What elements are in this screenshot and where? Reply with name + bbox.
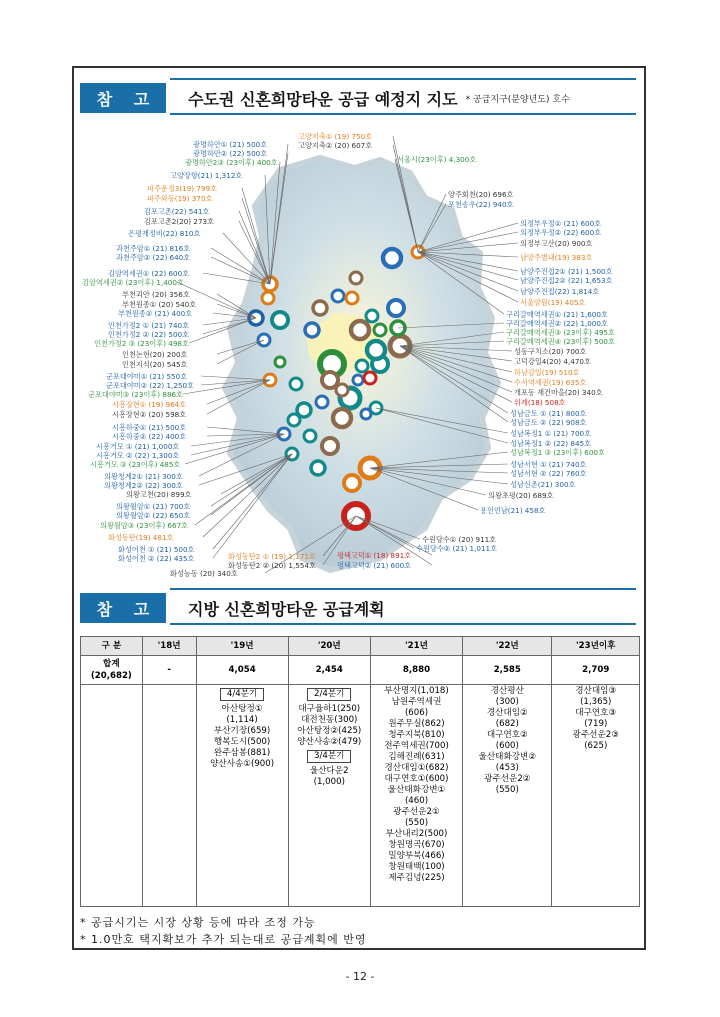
- table-cell-line: 광주선운2②: [484, 774, 531, 784]
- map-label: 과천주암② (22) 640호: [116, 253, 191, 262]
- table-cell-line: 완주삼봉(881): [213, 748, 271, 758]
- site-marker: [350, 272, 362, 284]
- quarter-box-2020-q3: 3/4분기: [307, 750, 351, 763]
- site-marker: [304, 430, 316, 442]
- table-cell-line: (1,114): [226, 715, 258, 725]
- map-label: 시흥하중② (22) 400호: [112, 432, 187, 441]
- map-label: 의왕초평(20) 689호: [488, 491, 554, 500]
- map-label: 광명하안2③ (23이후) 400호: [185, 158, 278, 167]
- map-label: 성남서현 ② (22) 760호: [510, 469, 587, 478]
- table-header-row: [81, 637, 640, 656]
- section2-header: [80, 593, 385, 623]
- section1-title: 수도권 신혼희망타운 공급 예정지 지도: [188, 89, 458, 109]
- map-label: 성남서현 ① (21) 740호: [510, 460, 587, 469]
- table-cell-line: 대전천동(300): [301, 715, 358, 725]
- table-cell-line: 청주지북(810): [388, 730, 445, 740]
- table-cell-line: 울산다운2: [309, 766, 349, 776]
- map-label: 의왕월암② (22) 650호: [116, 511, 191, 520]
- map-label: 의정부고산(20) 900호: [520, 239, 593, 248]
- section2-badge: 참 고: [80, 593, 166, 623]
- map-label: 고양지축① (19) 750호: [298, 132, 373, 141]
- map-label: 구리갈매역세권④ (23이후) 500호: [506, 337, 615, 346]
- table-cell-line: 대구연호②: [486, 730, 528, 740]
- section1-header: [80, 83, 570, 113]
- table-cell-line: (1,000): [313, 777, 345, 787]
- map-label: 성동구치소(20) 700호: [514, 347, 587, 356]
- map-label: 화성어천 ① (21) 500호: [118, 545, 195, 554]
- map-label: 김포고촌(22) 541호: [144, 207, 210, 216]
- section1-bottom-rule: [170, 113, 636, 115]
- map-label: 고덕강일4(20) 4,470호: [514, 357, 591, 366]
- map-label: 시흥거모 ③ (23이후) 485호: [90, 460, 181, 469]
- table-cell-line: 부산내리2(500): [385, 829, 448, 839]
- header-2018: '18년: [142, 637, 196, 656]
- map-label: 화성어천 ② (22) 435호: [118, 554, 195, 563]
- site-marker: [383, 249, 401, 267]
- map-label: 의정부우정① (21) 600호: [520, 219, 602, 228]
- sum-2018: -: [142, 656, 196, 685]
- table-cell-line: (625): [584, 741, 608, 751]
- map-label: 파주와동(19) 370호: [147, 194, 213, 203]
- table-cell-line: 행복도시(500): [213, 737, 271, 747]
- table-cell-line: 광주선운2③: [572, 730, 619, 740]
- table-cell-line: (550): [404, 818, 429, 828]
- map-label: 의왕고천(20) 899호: [126, 490, 192, 499]
- map-label: 의왕청계2① (21) 300호: [104, 472, 183, 481]
- map-label: 광명하안② (22) 500호: [193, 149, 268, 158]
- table-cell-line: (719): [584, 719, 608, 729]
- map-label: 서울시(23이후) 4,300호: [397, 155, 477, 164]
- map-label: 하남감일(19) 510호: [514, 368, 580, 377]
- map-label: 은평재정비(22) 810호: [128, 229, 201, 238]
- sum-2019: 4,054: [196, 656, 288, 685]
- table-cell-line: (460): [404, 796, 429, 806]
- map-label: 군포대야미① (21) 550호: [106, 372, 188, 381]
- table-cell-line: 광주선운2①: [393, 807, 440, 817]
- map-label: 수원당수② (21) 1,011호: [416, 544, 498, 553]
- table-cell-line: 양산사송②(479): [297, 737, 362, 747]
- map-label: 시흥장현② (20) 598호: [112, 410, 187, 419]
- site-marker: [367, 341, 385, 359]
- table-cell-line: 창원명곡(670): [388, 840, 445, 850]
- map-label: 파주운정3(19) 799호: [147, 184, 218, 193]
- table-cell-line: (453): [495, 763, 519, 773]
- map-label: 시흥장현① (19) 964호: [112, 400, 187, 409]
- footnote-2: * 1.0만호 택지확보가 추가 되는대로 공급계획에 반영: [80, 933, 367, 946]
- table-cell-line: 남원주역세권: [391, 697, 442, 707]
- map-label: 김포고촌2(20) 273호: [144, 217, 215, 226]
- table-cell-line: 밀양부북(466): [388, 851, 445, 861]
- table-detail-row: [81, 685, 640, 907]
- map-label: 평택고덕② (21) 600호: [337, 561, 412, 570]
- table-cell-line: (550): [495, 785, 519, 795]
- map-label: 화성동탄(19) 481호: [108, 533, 174, 542]
- table-cell-line: 아산탕정②(425): [297, 726, 362, 736]
- detail-2019: [196, 685, 288, 907]
- section1-note: * 공급지구(분양년도) 호수: [465, 94, 570, 105]
- table-cell-line: (300): [495, 697, 519, 707]
- section2-title: 지방 신혼희망타운 공급계획: [188, 599, 385, 619]
- site-marker: [275, 357, 285, 367]
- map-label: 서울양원(19) 405호: [520, 298, 586, 307]
- header-2021: '21년: [370, 637, 462, 656]
- section1-top-rule: [170, 78, 636, 80]
- table-cell-line: (606): [404, 708, 429, 718]
- table-cell-line: 대구연호①(600): [384, 774, 449, 784]
- site-marker: [313, 301, 327, 315]
- header-2020: '20년: [288, 637, 370, 656]
- map-label: 성남신촌(21) 300호: [510, 480, 576, 489]
- site-marker: [346, 292, 358, 304]
- site-marker: [336, 384, 348, 396]
- map-label: 화성능동 (20) 340호: [170, 569, 238, 578]
- site-marker: [374, 324, 386, 336]
- table-cell-line: (1,365): [580, 697, 612, 707]
- table-cell-line: 경산대임②: [486, 708, 528, 718]
- map-label: 위례(18) 508호: [514, 398, 566, 407]
- map-label: 시흥거모 ① (21) 1,000호: [96, 442, 180, 451]
- map-label: 남양주별내(19) 383호: [520, 253, 593, 262]
- table-cell-line: 아산탕정①: [221, 704, 263, 714]
- table-cell-line: 대구율하1(250): [298, 704, 361, 714]
- map-label: 광명하안① (21) 500호: [193, 140, 268, 149]
- sum-2021: 8,880: [370, 656, 462, 685]
- site-marker: [290, 378, 302, 390]
- map-label: 부천괴안 (20) 356호: [122, 290, 190, 299]
- table-cell-line: 경산대임①(682): [384, 763, 449, 773]
- map-label: 성남복정1 ① (21) 700호: [510, 429, 592, 438]
- footnote-1: * 공급시기는 시장 상황 등에 따라 조정 가능: [80, 916, 316, 929]
- map-label: 수서역세권(19) 635호: [514, 378, 587, 387]
- sum-2020: 2,454: [288, 656, 370, 685]
- table-cell-line: 경산평산: [490, 686, 524, 696]
- table-cell-line: 제주김녕(225): [388, 873, 445, 883]
- site-marker: [305, 323, 319, 337]
- map-label: 양주회천(20) 696호: [448, 190, 514, 199]
- table-cell-line: 경산대임③: [575, 686, 617, 696]
- site-marker: [322, 438, 338, 454]
- table-cell-line: (682): [495, 719, 519, 729]
- site-marker: [333, 409, 351, 427]
- site-marker: [322, 372, 338, 388]
- table-cell-line: 창원태백(100): [388, 862, 445, 872]
- detail-2021: [370, 685, 462, 907]
- map-label: 인천지석(20) 545호: [122, 360, 188, 369]
- detail-category: [81, 685, 143, 907]
- map-label: 김암역세권① (22) 600호: [108, 269, 190, 278]
- table-cell-line: 양산사송①(900): [210, 759, 275, 769]
- detail-2018: [142, 685, 196, 907]
- map-label: 성남금토 ② (22) 908호: [510, 418, 587, 427]
- map-label: 구리갈매역세권③ (23이후) 495호: [506, 328, 615, 337]
- map-label: 개포동 재건마을(20) 340호: [514, 388, 603, 397]
- map-label: 고양장항(21) 1,312호: [170, 171, 243, 180]
- site-marker: [288, 414, 300, 426]
- map-label: 군포대야미③ (23이후) 886호: [88, 390, 184, 399]
- site-marker: [361, 409, 371, 419]
- section1-badge: 참 고: [80, 83, 166, 113]
- map-label: 시흥거모 ② (22) 1,300호: [96, 451, 180, 460]
- regional-supply-table: [80, 636, 640, 907]
- map-label: 남양주진접2② (22) 1,653호: [520, 276, 613, 285]
- site-marker: [351, 321, 369, 339]
- map-label: 의정부우정② (22) 600호: [520, 228, 602, 237]
- map-label: 화성동탄2 ① (19) 1,171호: [228, 552, 316, 561]
- table-cell-line: 전주역세권(700): [384, 741, 449, 751]
- sum-2023-after: 2,709: [552, 656, 640, 685]
- map-label: 성남금토 ① (21) 800호: [510, 409, 587, 418]
- detail-2023-after: [552, 685, 640, 907]
- map-label: 성남복정1 ② (22) 845호: [510, 439, 592, 448]
- map-label: 용인언남(21) 458호: [480, 506, 546, 515]
- capital-area-map: [80, 118, 640, 578]
- map-label: 구리갈매역세권② (22) 1,000호: [506, 319, 608, 328]
- page-number: - 12 -: [345, 970, 375, 983]
- map-label: 부천원종② (21) 400호: [118, 309, 193, 318]
- map-label: 남양주진접2① (21) 1,500호: [520, 267, 613, 276]
- table-cell-line: 울산태화강변②: [478, 752, 537, 762]
- site-marker: [344, 475, 360, 491]
- sum-2022: 2,585: [463, 656, 552, 685]
- map-label: 평택고덕① (18) 891호: [337, 551, 412, 560]
- map-label: 군포대야미② (22) 1,250호: [106, 381, 195, 390]
- table-sum-row: [81, 656, 640, 685]
- quarter-box-2020-q2: 2/4분기: [307, 688, 351, 701]
- map-label: 인천가정2 ③ (23이후) 498호: [94, 339, 189, 348]
- map-label: 부천원종① (20) 540호: [122, 300, 197, 309]
- map-label: 수원당수① (20) 911호: [422, 535, 497, 544]
- map-label: 의왕월암③ (23이후) 667호: [100, 521, 189, 530]
- header-category: 구 분: [81, 637, 143, 656]
- table-cell-line: 부산기장(659): [213, 726, 271, 736]
- site-marker: [316, 396, 328, 408]
- site-marker: [356, 360, 368, 372]
- map-label: 김암역세권② (23이후) 1,400호: [82, 278, 184, 287]
- quarter-box-2019: 4/4분기: [220, 688, 264, 701]
- site-marker: [272, 312, 288, 328]
- site-marker: [364, 372, 376, 384]
- table-cell-line: 부산명지(1,018): [384, 686, 449, 696]
- site-marker: [366, 310, 378, 322]
- site-marker: [311, 461, 325, 475]
- header-2019: '19년: [196, 637, 288, 656]
- site-marker: [353, 375, 363, 385]
- map-label: 인천논현(20) 200호: [122, 350, 188, 359]
- table-cell-line: 대구연호③: [575, 708, 617, 718]
- table-cell-line: 울산태화강변①: [387, 785, 446, 795]
- map-label: 시흥하중① (21) 500호: [112, 423, 187, 432]
- map-label: 성남복정1 ③ (23이후) 600호: [510, 448, 605, 457]
- table-cell-line: 원주무실(862): [388, 719, 445, 729]
- section2-bottom-rule: [170, 623, 636, 625]
- map-label: 화성동탄2 ② (20) 1,554호: [228, 561, 316, 570]
- map-label: 구리갈매역세권① (21) 1,600호: [506, 310, 608, 319]
- header-2022: '22년: [463, 637, 552, 656]
- map-label: 의왕청계2② (22) 300호: [104, 481, 183, 490]
- detail-2022: [463, 685, 552, 907]
- site-marker: [262, 292, 274, 304]
- section2-top-rule: [170, 588, 636, 590]
- table-cell-line: 김해진례(631): [388, 752, 445, 762]
- map-label: 포천송우(22) 940호: [448, 200, 514, 209]
- map-label: 과천주암① (21) 816호: [116, 244, 191, 253]
- map-label: 남양주진접(22) 1,814호: [520, 287, 600, 296]
- map-label: 인천가정2 ① (21) 740호: [108, 321, 190, 330]
- header-2023-after: '23년이후: [552, 637, 640, 656]
- map-label: 고양지축② (20) 607호: [298, 141, 373, 150]
- map-label: 의왕월암① (21) 700호: [116, 502, 191, 511]
- table-cell-line: (600): [495, 741, 519, 751]
- sum-label: 합계 (20,682): [81, 656, 143, 685]
- detail-2020: [288, 685, 370, 907]
- site-marker: [388, 300, 404, 316]
- map-label: 인천가정2 ② (22) 500호: [108, 330, 190, 339]
- site-marker: [332, 290, 344, 302]
